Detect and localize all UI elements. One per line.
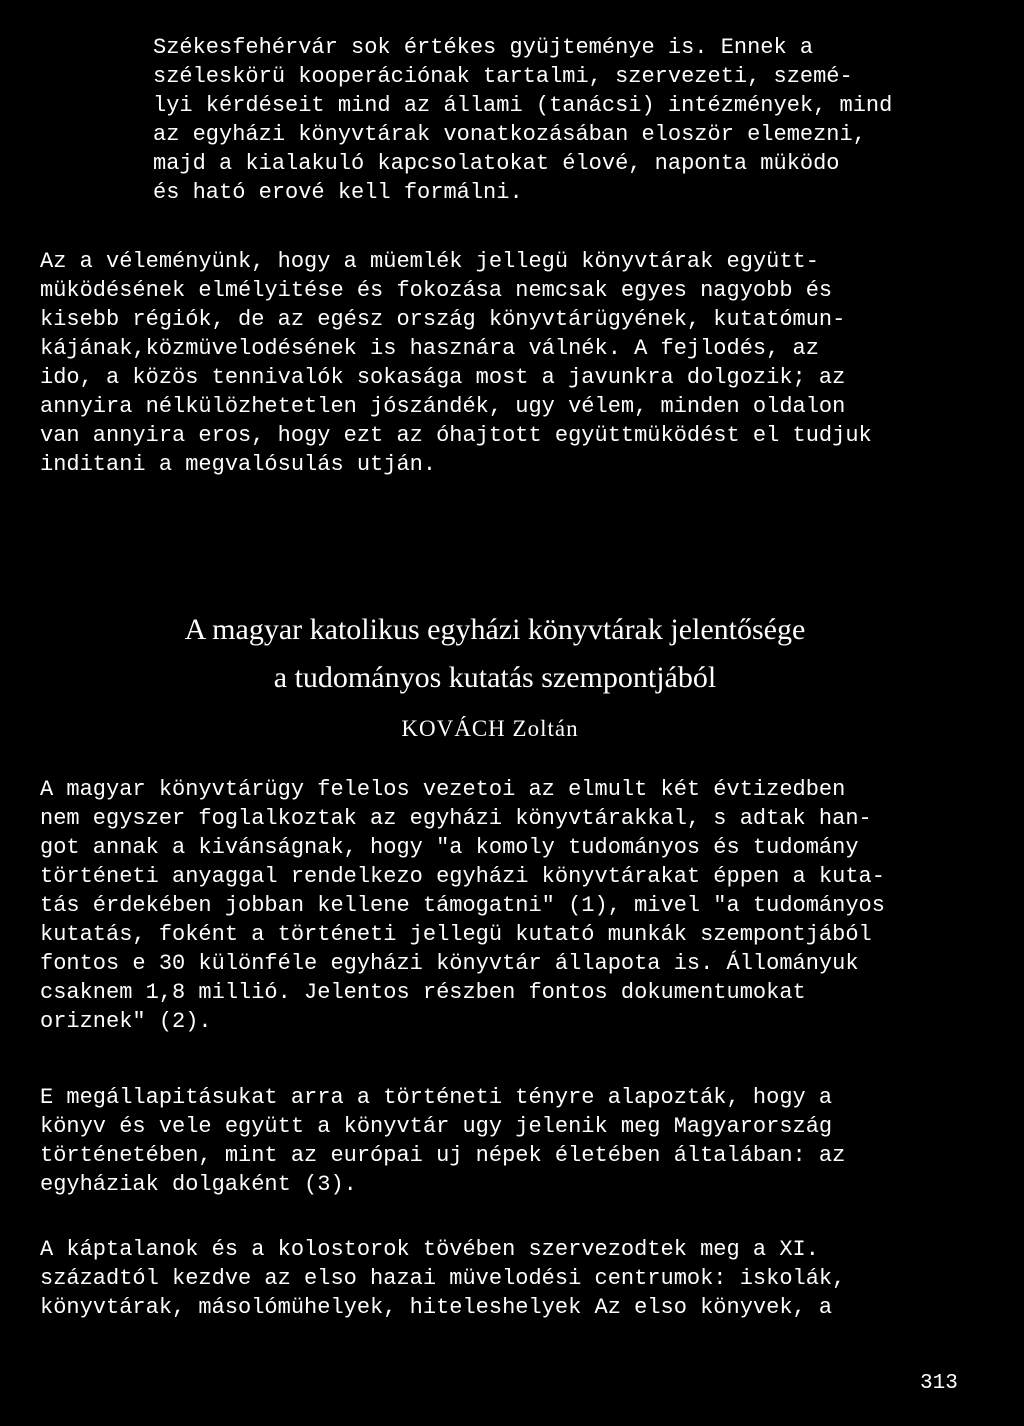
text-line: müködésének elmélyitése és fokozása nemcsak egyes nagyobb és [40, 278, 833, 303]
text-line: majd a kialakuló kapcsolatokat élové, naponta müködo [153, 151, 840, 176]
text-line: csaknem 1,8 millió. Jelentos részben fontos dokumentumokat [40, 980, 806, 1005]
paragraph-intro [153, 33, 892, 207]
paragraph-historical-fact [40, 1083, 845, 1199]
text-line: inditani a megvalósulás utján. [40, 452, 437, 477]
text-line: történeti anyaggal rendelkezo egyházi könyvtárakat éppen a kuta- [40, 864, 885, 889]
text-line: A magyar könyvtárügy felelos vezetoi az elmult két évtizedben [40, 777, 846, 802]
text-line: kisebb régiók, de az egész ország könyvtárügyének, kutatómun- [40, 307, 846, 332]
text-line: egyháziak dolgaként (3). [40, 1172, 357, 1197]
text-line: got annak a kivánságnak, hogy "a komoly tudományos és tudomány [40, 835, 859, 860]
text-line: századtól kezdve az elso hazai müvelodési centrumok: iskolák, [40, 1266, 846, 1291]
text-line: széleskörü kooperációnak tartalmi, szervezeti, szemé- [153, 64, 853, 89]
paragraph-library-policy [40, 775, 885, 1036]
text-line: annyira nélkülözhetetlen jószándék, ugy vélem, minden oldalon [40, 394, 846, 419]
text-line: A káptalanok és a kolostorok tövében szervezodtek meg a XI. [40, 1237, 819, 1262]
text-line: lyi kérdéseit mind az állami (tanácsi) intézmények, mind [153, 93, 893, 118]
paragraph-chapters-monasteries [40, 1235, 845, 1322]
title-line: A magyar katolikus egyházi könyvtárak jelentősége [184, 613, 806, 646]
text-line: nem egyszer foglalkoztak az egyházi könyvtárakkal, s adtak han- [40, 806, 872, 831]
text-line: E megállapitásukat arra a történeti tényre alapozták, hogy a [40, 1085, 833, 1110]
text-line: fontos e 30 különféle egyházi könyvtár állapota is. Állományuk [40, 951, 859, 976]
text-line: könyvtárak, másolómühelyek, hiteleshelyek Az elso könyvek, a [40, 1295, 833, 1320]
text-line: történetében, mint az európai uj népek életében általában: az [40, 1143, 846, 1168]
text-line: tás érdekében jobban kellene támogatni" (1), mivel "a tudományos [40, 893, 885, 918]
title-line: a tudományos kutatás szempontjából [273, 661, 717, 694]
text-line: Az a véleményünk, hogy a müemlék jellegü könyvtárak együtt- [40, 249, 819, 274]
text-line: kájának,közmüvelodésének is hasznára válnék. A fejlodés, az [40, 336, 819, 361]
article-author: KOVÁCH Zoltán [401, 716, 579, 741]
text-line: ido, a közös tennivalók sokasága most a javunkra dolgozik; az [40, 365, 846, 390]
text-line: könyv és vele együtt a könyvtár ugy jelenik meg Magyarország [40, 1114, 833, 1139]
text-line: oriznek" (2). [40, 1009, 212, 1034]
page-number: 313 [920, 1372, 958, 1395]
text-line: kutatás, foként a történeti jellegü kutató munkák szempontjából [40, 922, 872, 947]
text-line: és ható erové kell formálni. [153, 180, 523, 205]
text-line: van annyira eros, hogy ezt az óhajtott együttmüködést el tudjuk [40, 423, 872, 448]
paragraph-cooperation [40, 247, 872, 479]
text-line: Székesfehérvár sok értékes gyüjteménye is. Ennek a [153, 35, 814, 60]
article-title [0, 606, 990, 702]
text-line: az egyházi könyvtárak vonatkozásában eloször elemezni, [153, 122, 866, 147]
